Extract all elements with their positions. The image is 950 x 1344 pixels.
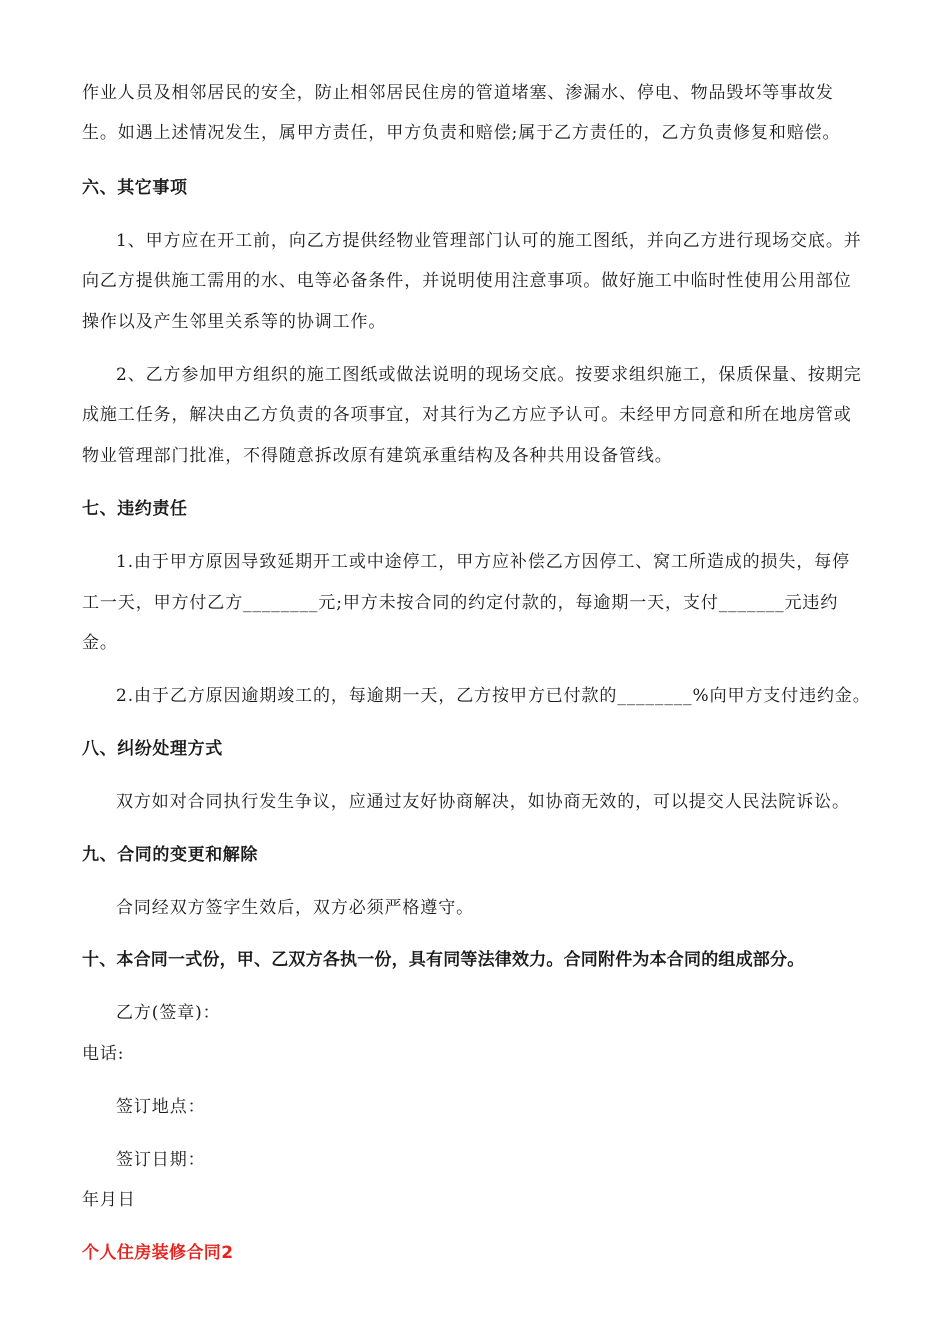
paragraph-line: 1.由于甲方原因导致延期开工或中途停工，甲方应补偿乙方因停工、窝工所造成的损失，每停 — [116, 552, 851, 572]
paragraph-line: 生。如遇上述情况发生，属甲方责任，甲方负责和赔偿;属于乙方责任的，乙方负责修复和赔偿。 — [82, 123, 841, 143]
section-heading-dispute-resolution: 八、纠纷处理方式 — [82, 739, 223, 759]
section-heading-other-matters: 六、其它事项 — [82, 178, 188, 198]
paragraph-line: 物业管理部门批准，不得随意拆改原有建筑承重结构及各种共用设备管线。 — [82, 446, 673, 466]
year-month-day-label: 年月日 — [82, 1190, 136, 1210]
signing-date-label: 签订日期： — [116, 1150, 206, 1170]
paragraph-line: 合同经双方签字生效后，双方必须严格遵守。 — [116, 898, 474, 918]
paragraph-line: 工一天，甲方付乙方________元;甲方未按合同的约定付款的，每逾期一天，支付_______元违约 — [82, 593, 839, 613]
paragraph-line: 2.由于乙方原因逾期竣工的，每逾期一天，乙方按甲方已付款的________%向甲方支付违约金。 — [116, 686, 871, 706]
section-heading-copies: 十、本合同一式份，甲、乙双方各执一份，具有同等法律效力。合同附件为本合同的组成部分。 — [82, 950, 805, 970]
phone-label: 电话: — [82, 1044, 125, 1064]
paragraph-line: 2、乙方参加甲方组织的施工图纸或做法说明的现场交底。按要求组织施工，保质保量、按期完 — [116, 365, 862, 385]
section-heading-change-termination: 九、合同的变更和解除 — [82, 845, 258, 865]
signing-place-label: 签订地点： — [116, 1097, 206, 1117]
paragraph-line: 向乙方提供施工需用的水、电等必备条件，并说明使用注意事项。做好施工中临时性使用公用部位 — [82, 271, 852, 291]
next-contract-title: 个人住房装修合同2 — [82, 1243, 234, 1263]
paragraph-line: 金。 — [82, 633, 118, 653]
party-b-signature-label: 乙方(签章)： — [116, 1003, 221, 1023]
paragraph-line: 双方如对合同执行发生争议，应通过友好协商解决，如协商无效的，可以提交人民法院诉讼。 — [116, 792, 850, 812]
paragraph-line: 作业人员及相邻居民的安全，防止相邻居民住房的管道堵塞、渗漏水、停电、物品毁坏等事故发 — [82, 83, 834, 103]
paragraph-line: 成施工任务，解决由乙方负责的各项事宜，对其行为乙方应予认可。未经甲方同意和所在地房管或 — [82, 405, 852, 425]
section-heading-breach-liability: 七、违约责任 — [82, 499, 188, 519]
paragraph-line: 1、甲方应在开工前，向乙方提供经物业管理部门认可的施工图纸，并向乙方进行现场交底。并 — [116, 231, 862, 251]
paragraph-line: 操作以及产生邻里关系等的协调工作。 — [82, 312, 387, 332]
